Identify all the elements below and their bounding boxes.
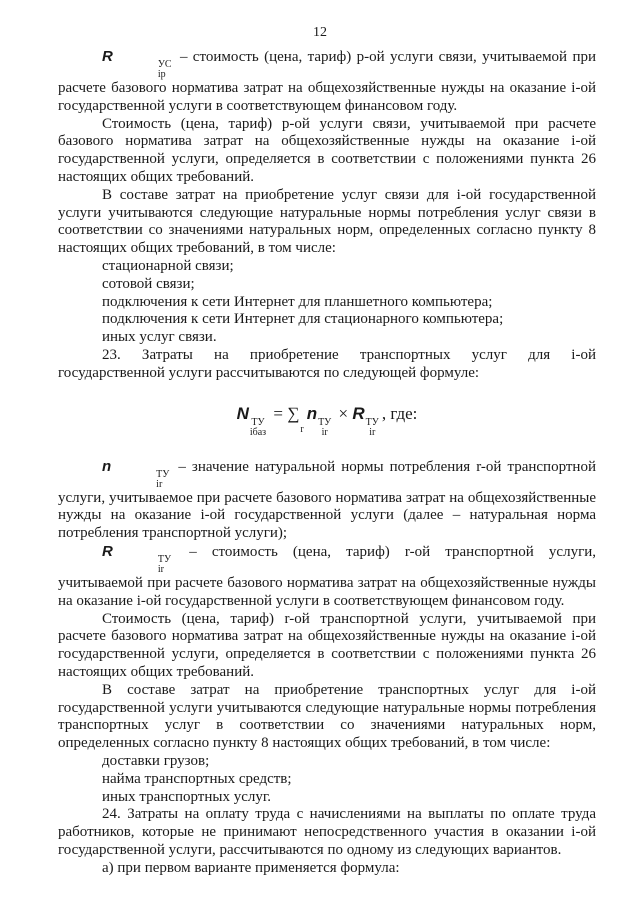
comm-list bbox=[58, 258, 596, 347]
definition-text: – значение натуральной нормы потребления r-ой транспортной услуги, учитываемое при расчете базового норматива затрат на общехозяйственные нужды на оказание i-ой государственной услуги (далее – натуральная норма потребления транспортной услуги); bbox=[58, 458, 596, 542]
symbol-r: R bbox=[102, 542, 113, 560]
list-item: подключения к сети Интернет для планшетного компьютера; bbox=[102, 293, 493, 310]
symbol-n: n bbox=[102, 457, 112, 475]
symbol-indices: УС ip bbox=[157, 59, 172, 80]
formula-equals: = bbox=[273, 403, 283, 423]
definition-n-trans: n ТУ ir – значение натуральной нормы потребления r-ой транспортной услуги, учитываемое при расчете базового норматива затрат на общехозяйственные нужды на оказание i-ой государственной услуги (далее – натуральная норма потребления транспортной услуги); bbox=[58, 457, 596, 542]
symbol-r: R bbox=[102, 48, 113, 65]
list-item: доставки грузов; bbox=[102, 752, 210, 769]
paragraph-trans-includes: В составе затрат на приобретение транспортных услуг для i-ой государственной услуги учитываются следующие натуральные нормы потребления транспортных услуг в соответствии со значениями натуральных норм, определенных согласно пункту 8 настоящих общих требований, в том числе: bbox=[58, 681, 596, 752]
list-item: иных транспортных услуг. bbox=[102, 788, 272, 805]
definition-r-comm bbox=[58, 48, 596, 116]
paragraph-trans-cost: Стоимость (цена, тариф) r-ой транспортной услуги, учитываемой при расчете базового норматива затрат на общехозяйственные нужды на оказание i-ой государственной услуги, определяется в соответствии с положениями пункта 26 настоящих общих требований. bbox=[58, 610, 596, 680]
paragraph-comm-cost: Стоимость (цена, тариф) p-ой услуги связи, учитываемой при расчете базового норматива затрат на общехозяйственные нужды на оказание i-ой государственной услуги, определяется в соответствии с положениями пункта 26 настоящих общих требований. bbox=[58, 115, 596, 185]
formula-r: R bbox=[352, 403, 365, 423]
page-number: 12 bbox=[313, 25, 327, 40]
formula-lhs: N bbox=[236, 403, 249, 423]
paragraph-comm-includes: В составе затрат на приобретение услуг связи для i-ой государственной услуги учитываются следующие натуральные нормы потребления услуг связи в соответствии со значениями натуральных норм, определенных согласно пункту 8 настоящих общих требований, в том числе: bbox=[58, 186, 596, 257]
page-body bbox=[58, 48, 596, 877]
definition-text: – стоимость (цена, тариф) p-ой услуги связи, учитываемой при расчете базового норматива затрат на общехозяйственные нужды на оказание i-ой государственной услуги в соответствующем финансовом году. bbox=[58, 49, 596, 114]
definition-text: – стоимость (цена, тариф) r-ой транспортной услуги, учитываемой при расчете базового норматива затрат на общехозяйственные нужды на оказание i-ой государственной услуги в соответствующем финансовом году. bbox=[58, 543, 597, 609]
paragraph-23-rest: государственной услуги рассчитываются по следующей формуле: bbox=[58, 364, 480, 381]
list-item: иных услуг связи. bbox=[102, 329, 217, 346]
formula-tail: , где: bbox=[381, 403, 418, 423]
formula-sum: ∑ bbox=[287, 403, 300, 423]
formula-transport: N ТУ iбаз = ∑ r n ТУ ir × R ТУ ir , где: bbox=[236, 403, 418, 438]
trans-list bbox=[58, 753, 596, 806]
list-item: подключения к сети Интернет для стационарного компьютера; bbox=[102, 311, 504, 328]
list-item: стационарной связи; bbox=[102, 257, 234, 274]
paragraph-23-heading: 23. Затраты на приобретение транспортных услуг для i-ой bbox=[102, 346, 596, 363]
list-item: сотовой связи; bbox=[102, 275, 195, 292]
paragraph-24a: а) при первом варианте применяется формула: bbox=[102, 859, 400, 876]
formula-n: n bbox=[306, 403, 318, 423]
formula-times: × bbox=[338, 403, 349, 423]
definition-r-trans: R ТУ ir – стоимость (цена, тариф) r-ой транспортной услуги, учитываемой при расчете базового норматива затрат на общехозяйственные нужды на оказание i-ой государственной услуги в соответствующем финансовом году. bbox=[58, 542, 597, 609]
list-item: найма транспортных средств; bbox=[102, 770, 292, 787]
paragraph-24: 24. Затраты на оплату труда с начислениями на выплаты по оплате труда работников, которые не принимают непосредственного участия в оказании i-ой государственной услуги, рассчитываются по одному из следующих вариантов. bbox=[58, 806, 596, 858]
